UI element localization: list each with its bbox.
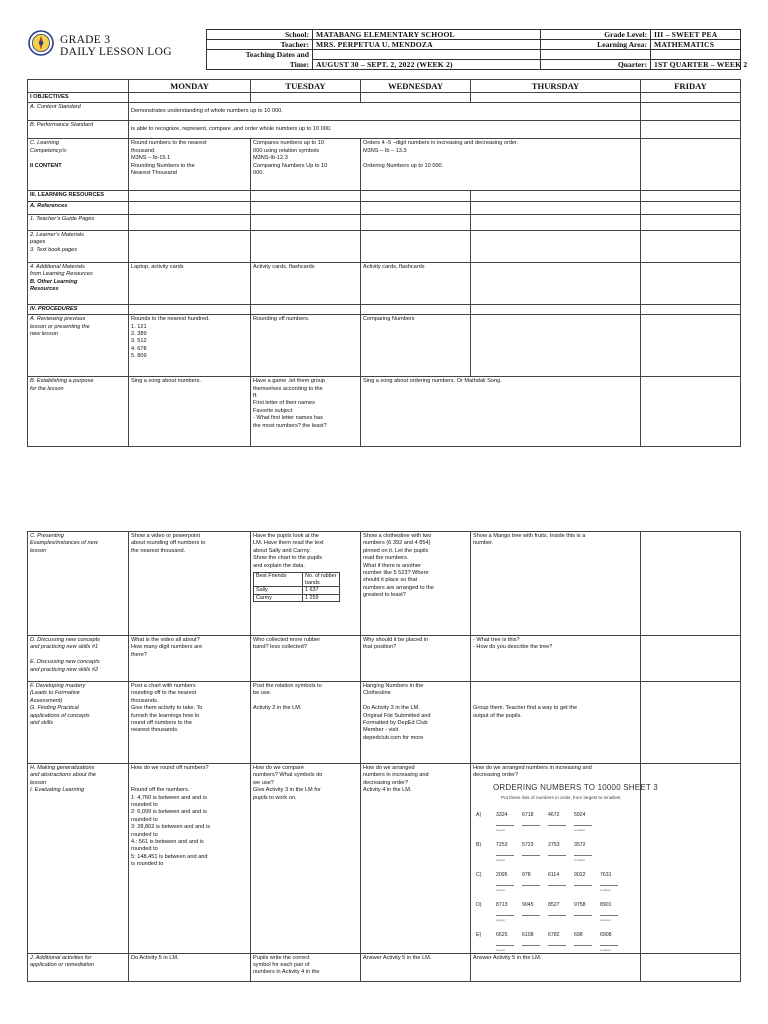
thursday-generalization-cell xyxy=(471,764,658,954)
textbook-label: 3. Text book pages xyxy=(30,246,78,253)
wednesday-reviewing: Comparing Numbers xyxy=(361,315,471,377)
practical-label: G. Finding Practical applications of concepts and skills xyxy=(30,705,90,727)
reviewing-label: A. Reviewing previous lesson or presenting the new lesson xyxy=(28,315,129,377)
worksheet-number-value: 7253 xyxy=(496,841,508,848)
monday-presenting: Show a video or powerpoint about rounding off numbers to the nearest thousand. xyxy=(129,532,251,636)
worksheet-row xyxy=(473,872,633,892)
worksheet-number-value: 6114 xyxy=(548,871,560,878)
worksheet-answer-blank xyxy=(600,915,618,916)
tuesday-competency: Compares numbers up to 10 000 using relation symbols M3NS-Ib-12.3 Comparing Numbers Up to 10 000. xyxy=(251,139,361,191)
dates-label: Teaching Dates and xyxy=(207,50,313,60)
worksheet-number xyxy=(522,872,548,886)
wednesday-purpose: Sing a song about ordering numbers. Or Mathdali Song. xyxy=(361,377,641,447)
worksheet-number-value: 7631 xyxy=(600,871,612,878)
worksheet-number xyxy=(496,932,522,955)
ordering-numbers-worksheet xyxy=(473,782,658,953)
day-wednesday: WEDNESDAY xyxy=(361,80,471,93)
dates-spacer xyxy=(313,50,541,60)
thursday-presenting: Show a Mango tree with fruits. Inside this is a number. xyxy=(471,532,641,636)
wednesday-materials: Activity cards, flashcards xyxy=(361,262,471,304)
worksheet-number xyxy=(522,932,548,946)
worksheet-number-value: 8901 xyxy=(600,901,612,908)
worksheet-number xyxy=(600,932,626,955)
worksheet-number xyxy=(496,812,522,835)
worksheet-answer-blank xyxy=(548,855,566,856)
tuesday-reviewing: Rounding off numbers. xyxy=(251,315,361,377)
worksheet-number-value: 8527 xyxy=(548,901,560,908)
generalization-label: H. Making generalizations and abstractions about the lesson xyxy=(30,765,96,786)
competency-label-cell xyxy=(28,139,129,191)
worksheet-smallest-tag: smallest xyxy=(600,948,612,953)
monday-competency: Round numbers to the nearest thousand. M3NS – Ib-15.1 Rounding Numbers to the Nearest Thousand xyxy=(129,139,251,191)
discussing1-label: D. Discussing new concepts and practicing new skills #1 xyxy=(30,637,100,651)
worksheet-smallest-tag: smallest xyxy=(600,918,612,923)
wednesday-thursday-competency: Orders 4 -5 –digit numbers in increasing and decreasing order. M3NS – Ib – 13.3 Ordering Numbers up to 10 000. xyxy=(361,139,641,191)
worksheet-row-label: E) xyxy=(476,931,482,938)
worksheet-answer-blank xyxy=(522,945,540,946)
teachers-guide-label: 1. Teacher’s Guide Pages xyxy=(28,214,129,230)
worksheet-number xyxy=(600,902,626,925)
worksheet-number xyxy=(496,872,522,895)
wednesday-generalization: How do we arranged numbers in increasing and decreasing order? Activity 4 in the LM. xyxy=(361,764,471,954)
worksheet-answer-blank xyxy=(548,945,566,946)
learning-area-label: Learning Area: xyxy=(541,40,651,50)
monday-mastery: Post a chart with numbers rounding off to the nearest thousands. Give them activity to take. To furnish the learnings how to round off numbers to the nearest thousands. xyxy=(129,682,251,764)
worksheet-number-value: 9758 xyxy=(574,901,586,908)
tuesday-generalization: How do we compare numbers? What symbols do we use? Give Activity 3 in the LM for pupils to work on. xyxy=(251,764,361,954)
wednesday-discussing: Why should it be placed in that position? xyxy=(361,636,471,682)
objectives-heading: I OBJECTIVES xyxy=(28,93,129,103)
header-info-table xyxy=(206,29,748,70)
additional-materials-label: 4. Additional Materials from Learning Resources xyxy=(30,263,93,278)
worksheet-number xyxy=(548,932,574,946)
worksheet-number-value: 5723 xyxy=(522,841,534,848)
day-header-row xyxy=(28,80,741,93)
tuesday-discussing: Who collected more rubber band? less collected? xyxy=(251,636,361,682)
worksheet-largest-tag: largest xyxy=(496,828,506,833)
dates-value: AUGUST 30 – SEPT. 2, 2022 (WEEK 2) xyxy=(313,60,541,70)
worksheet-number-value: 6108 xyxy=(522,931,534,938)
worksheet-number xyxy=(600,872,626,895)
learning-area-value: MATHEMATICS xyxy=(651,40,741,50)
additional-activities-label: J. Additional activities for application or remediation xyxy=(28,953,129,981)
tuesday-presenting: Have the pupils look at the LM. Have them read the text about Sally and Carmy. Show the chart to the pupils and explain the data. xyxy=(253,533,324,569)
mini-cell-count: 1 637 xyxy=(303,587,340,595)
thursday-generalization: How do we arranged numbers in increasing and decreasing order? xyxy=(473,765,592,779)
discussing-labels-cell xyxy=(28,636,129,682)
worksheet-answer-blank xyxy=(574,945,592,946)
worksheet-rows xyxy=(473,812,633,952)
monday-additional: Do Activity 5 in LM. xyxy=(129,953,251,981)
worksheet-row-label: A) xyxy=(476,811,482,818)
wednesday-additional: Answer Activity 5 in the LM. xyxy=(361,953,471,981)
worksheet-answer-blank xyxy=(548,885,566,886)
worksheet-largest-tag: largest xyxy=(496,948,506,953)
dates-spacer-2 xyxy=(541,50,651,60)
worksheet-number xyxy=(496,902,522,925)
worksheet-number xyxy=(574,932,600,946)
mini-cell-name: Carmy xyxy=(254,594,303,602)
worksheet-number xyxy=(548,842,574,856)
mastery-label: F. Developing mastery (Leads to Formative Assessment) xyxy=(30,683,86,704)
lesson-grid-page-2 xyxy=(27,531,741,982)
monday-discussing: What is the video all about? How many digit numbers are there? xyxy=(129,636,251,682)
performance-standard-label: B. Performance Standard xyxy=(28,121,129,139)
thursday-additional: Answer Activity 5 in the LM. xyxy=(471,953,641,981)
wednesday-mastery: Hanging Numbers in the Clothesline Do Activity 3 in the LM. Original File Submitted and Formatted by DepEd Club Member - visit depedclub.com for more xyxy=(361,682,471,764)
worksheet-row xyxy=(473,842,633,862)
time-label: Time: xyxy=(207,60,313,70)
content-standard-text: Demonstrates understanding of whole numbers up to 10 000. xyxy=(129,103,641,121)
worksheet-answer-blank xyxy=(522,855,540,856)
worksheet-row-label: D) xyxy=(476,901,482,908)
additional-materials-cell xyxy=(28,262,129,304)
worksheet-answer-blank xyxy=(522,885,540,886)
worksheet-number-value: 9045 xyxy=(522,901,534,908)
worksheet-answer-blank xyxy=(496,915,514,916)
worksheet-largest-tag: largest xyxy=(496,858,506,863)
learning-resources-heading: III. LEARNING RESOURCES xyxy=(28,191,129,201)
tuesday-presenting-cell xyxy=(251,532,361,636)
procedures-heading: IV. PROCEDURES xyxy=(28,304,129,314)
thursday-mastery: Group them. Teacher find a way to get the output of the pupils. xyxy=(471,682,641,764)
worksheet-answer-blank xyxy=(522,915,540,916)
worksheet-row xyxy=(473,812,633,832)
quarter-value: 1ST QUARTER – WEEK 2 xyxy=(651,60,741,70)
tuesday-materials: Activity cards, flashcards xyxy=(251,262,361,304)
generalization-labels-cell xyxy=(28,764,129,954)
worksheet-largest-tag: largest xyxy=(496,918,506,923)
worksheet-row xyxy=(473,932,633,952)
tuesday-mastery: Post the relation symbols to be use. Activity 2 in the LM. xyxy=(251,682,361,764)
quarter-label: Quarter: xyxy=(541,60,651,70)
worksheet-largest-tag: largest xyxy=(496,888,506,893)
header-row-time xyxy=(207,60,741,70)
day-tuesday: TUESDAY xyxy=(251,80,361,93)
worksheet-smallest-tag: smallest xyxy=(574,858,586,863)
worksheet-number xyxy=(574,872,600,886)
lesson-grid-page-1 xyxy=(27,79,741,447)
discussing2-label: E. Discussing new concepts and practicing new skills #2 xyxy=(30,659,100,673)
mini-header-friends: Best Friends xyxy=(254,573,303,587)
learners-materials-label: 2. Learner’s Materials pages xyxy=(30,231,84,246)
worksheet-answer-blank xyxy=(574,915,592,916)
wednesday-presenting: Show a clothesline with two numbers (6 392 and 4 854) pinned on it. Let the pupils read the numbers. What if there is another number like 5 523? Where should it place so that numbers are arranged to the greatest to least? xyxy=(361,532,471,636)
monday-purpose: Sing a song about numbers. xyxy=(129,377,251,447)
teacher-label: Teacher: xyxy=(207,40,313,50)
worksheet-number-value: 3572 xyxy=(574,841,586,848)
worksheet-number-value: 4672 xyxy=(548,811,560,818)
day-friday: FRIDAY xyxy=(641,80,741,93)
content-standard-label: A. Content Standard xyxy=(28,103,129,121)
performance-standard-text: is able to recognize, represent, compare ,and order whole numbers up to 10 000. xyxy=(129,121,641,139)
worksheet-number-value: 6908 xyxy=(600,931,612,938)
worksheet-number-value: 2095 xyxy=(496,871,508,878)
worksheet-answer-blank xyxy=(600,885,618,886)
worksheet-number xyxy=(496,842,522,865)
worksheet-number-value: 6782 xyxy=(548,931,560,938)
monday-generalization: How do we round off numbers? Round off the numbers. 1: 4,760 is between and and is rounded to 2: 6,099 is between and and is rounded to 3: 28,802 is between and and is rounded to 4.: 561 is between and and is rounded to 5: 148,451 is between and and is rounded to xyxy=(129,764,251,954)
worksheet-number-value: 9022 xyxy=(574,871,586,878)
blank-header-cell xyxy=(28,80,129,93)
worksheet-number xyxy=(574,842,600,865)
worksheet-row-label: B) xyxy=(476,841,482,848)
mini-header-count: No. of rubber bands xyxy=(303,573,340,587)
worksheet-number xyxy=(522,842,548,856)
evaluating-label: I. Evaluating Learning xyxy=(30,787,85,794)
worksheet-title: ORDERING NUMBERS TO 10000 SHEET 3 xyxy=(493,782,658,792)
worksheet-answer-blank xyxy=(496,945,514,946)
worksheet-answer-blank xyxy=(496,825,514,826)
grade-title: GRADE 3 xyxy=(60,34,111,46)
worksheet-number-value: 2753 xyxy=(548,841,560,848)
worksheet-number-value: 698 xyxy=(574,931,583,938)
worksheet-answer-blank xyxy=(574,855,592,856)
worksheet-number-value: 3324 xyxy=(496,811,508,818)
worksheet-number xyxy=(574,902,600,916)
thursday-discussing: - What tree is this? - How do you describe the tree? xyxy=(471,636,641,682)
worksheet-answer-blank xyxy=(548,825,566,826)
worksheet-row xyxy=(473,902,633,922)
worksheet-number xyxy=(522,902,548,916)
worksheet-answer-blank xyxy=(522,825,540,826)
grade-level-value: III – SWEET PEA xyxy=(651,30,741,40)
worksheet-subtitle: Put these lists of numbers in order, from largest to smallest xyxy=(501,795,621,801)
monday-reviewing: Rounds to the nearest hundred. 1. 121 2. 389 3. 512 4. 678 5. 809 xyxy=(129,315,251,377)
learners-materials-cell xyxy=(28,230,129,262)
objectives-blank xyxy=(129,93,251,103)
worksheet-number-value: 6625 xyxy=(496,931,508,938)
header-row-school xyxy=(207,30,741,40)
worksheet-number xyxy=(548,812,574,826)
grade-level-label: Grade Level: xyxy=(541,30,651,40)
school-value: MATABANG ELEMENTARY SCHOOL xyxy=(313,30,541,40)
worksheet-number xyxy=(522,812,548,826)
references-heading: A. References xyxy=(28,201,129,214)
day-thursday: THURSDAY xyxy=(471,80,641,93)
worksheet-number xyxy=(548,872,574,886)
worksheet-number-value: 5924 xyxy=(574,811,586,818)
school-label: School: xyxy=(207,30,313,40)
worksheet-smallest-tag: smallest xyxy=(574,828,586,833)
mini-cell-name: Sally xyxy=(254,587,303,595)
worksheet-answer-blank xyxy=(574,885,592,886)
tuesday-additional: Pupils write the correct symbol for each pair of numbers in Activity 4 in the xyxy=(251,953,361,981)
ii-content-heading: II CONTENT xyxy=(30,162,62,169)
worksheet-number-value: 6718 xyxy=(522,811,534,818)
worksheet-answer-blank xyxy=(496,855,514,856)
worksheet-number-value: 978 xyxy=(522,871,531,878)
worksheet-answer-blank xyxy=(548,915,566,916)
worksheet-row-label: C) xyxy=(476,871,482,878)
mini-cell-count: 1 259 xyxy=(303,594,340,602)
tuesday-purpose: Have a game .let them group themselves according to the ff. First letter of their names Favorite subject - What first letter names has the most numbers? the least? xyxy=(251,377,361,447)
other-resources-label: B. Other Learning Resources xyxy=(30,278,78,293)
header-row-teacher xyxy=(207,40,741,50)
competency-label: C. Learning Competency/s: xyxy=(30,140,68,154)
rubber-bands-table xyxy=(253,572,340,602)
worksheet-number xyxy=(548,902,574,916)
worksheet-answer-blank xyxy=(574,825,592,826)
monday-materials: Laptop, activity cards xyxy=(129,262,251,304)
worksheet-number-value: 8713 xyxy=(496,901,508,908)
header-row-dates xyxy=(207,50,741,60)
day-monday: MONDAY xyxy=(129,80,251,93)
purpose-label: B. Establishing a purpose for the lesson xyxy=(28,377,129,447)
mastery-labels-cell xyxy=(28,682,129,764)
worksheet-smallest-tag: smallest xyxy=(600,888,612,893)
teacher-value: MRS. PERPETUA U. MENDOZA xyxy=(313,40,541,50)
worksheet-answer-blank xyxy=(600,945,618,946)
worksheet-answer-blank xyxy=(496,885,514,886)
daily-lesson-log-title: DAILY LESSON LOG xyxy=(60,46,172,58)
dates-spacer-3 xyxy=(651,50,741,60)
worksheet-number xyxy=(574,812,600,835)
presenting-label: C. Presenting Examples/instances of new lesson xyxy=(28,532,129,636)
deped-seal-icon xyxy=(28,30,54,56)
